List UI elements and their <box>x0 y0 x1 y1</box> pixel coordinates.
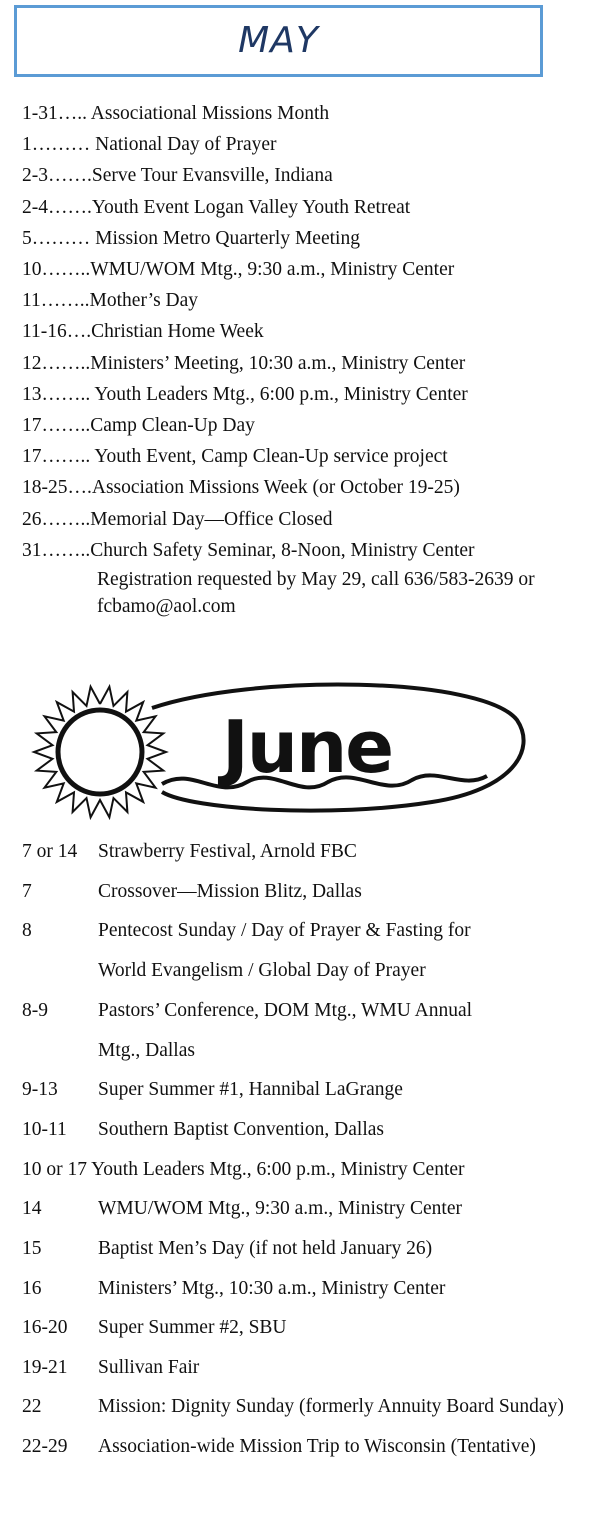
june-event <box>22 1110 582 1150</box>
june-event-date: 16 <box>22 1277 42 1299</box>
june-event <box>22 1269 582 1309</box>
june-event-text: Pastors’ Conference, DOM Mtg., WMU Annual <box>98 999 473 1021</box>
may-event: 11-16….Christian Home Week <box>22 321 264 343</box>
june-event-date: 15 <box>22 1238 42 1260</box>
june-event <box>22 832 582 872</box>
june-event-date: 10-11 <box>22 1118 67 1140</box>
june-event-text: Pentecost Sunday / Day of Prayer & Fasting for <box>98 920 471 942</box>
june-event-text: Baptist Men’s Day (if not held January 26) <box>98 1238 433 1260</box>
may-event: 1……… National Day of Prayer <box>22 134 277 156</box>
june-title: June <box>222 705 393 789</box>
june-event-text: Super Summer #2, SBU <box>98 1317 287 1339</box>
june-event-continuation: World Evangelism / Global Day of Prayer <box>98 960 426 982</box>
may-event: 2-4…….Youth Event Logan Valley Youth Retreat <box>22 196 411 218</box>
june-event-date: 9-13 <box>22 1079 58 1101</box>
may-event: 10……..WMU/WOM Mtg., 9:30 a.m., Ministry Center <box>22 259 455 281</box>
may-header-box <box>14 5 543 77</box>
may-event: 31……..Church Safety Seminar, 8-Noon, Ministry Center <box>22 539 475 561</box>
may-events-list <box>22 98 582 620</box>
june-event-date: 7 or 14 <box>22 841 78 862</box>
may-title: MAY <box>238 19 319 61</box>
registration-note: Registration requested by May 29, call 636/583-2639 or fcbamo@aol.com <box>97 569 535 618</box>
may-event: 12……..Ministers’ Meeting, 10:30 a.m., Ministry Center <box>22 352 466 374</box>
june-event-date: 7 <box>22 880 32 902</box>
june-event-date: 8-9 <box>22 999 48 1021</box>
may-event: 18-25….Association Missions Week (or October 19-25) <box>22 477 460 499</box>
june-banner <box>12 680 532 820</box>
may-event: 11……..Mother’s Day <box>22 290 199 312</box>
may-event: 2-3…….Serve Tour Evansville, Indiana <box>22 165 333 187</box>
june-event-date: 8 <box>22 920 32 942</box>
june-event <box>22 1150 582 1190</box>
june-event <box>22 1428 582 1468</box>
june-event <box>22 1388 582 1428</box>
june-event <box>22 1189 582 1229</box>
june-event-text: Crossover—Mission Blitz, Dallas <box>98 880 362 902</box>
june-event-date: 14 <box>22 1198 42 1220</box>
sun-icon <box>34 687 166 818</box>
june-event-date: 22-29 <box>22 1435 68 1457</box>
june-event-text: Sullivan Fair <box>98 1357 200 1379</box>
may-event: 17…….. Youth Event, Camp Clean-Up service project <box>22 446 448 468</box>
may-event: 17……..Camp Clean-Up Day <box>22 415 255 437</box>
june-event-date: 22 <box>22 1395 42 1417</box>
june-event <box>22 872 582 912</box>
june-event <box>22 991 582 1031</box>
june-event-date: 16-20 <box>22 1317 68 1339</box>
june-event-continuation: Mtg., Dallas <box>98 1039 195 1061</box>
june-event <box>22 1070 582 1110</box>
june-event-text: WMU/WOM Mtg., 9:30 a.m., Ministry Center <box>98 1198 462 1220</box>
june-event <box>22 1348 582 1388</box>
june-event-text: 10 or 17 Youth Leaders Mtg., 6:00 p.m., Ministry Center <box>22 1158 465 1180</box>
may-event: 1-31….. Associational Missions Month <box>22 103 330 124</box>
june-event <box>22 1308 582 1348</box>
june-event-date: 19-21 <box>22 1357 68 1379</box>
june-event <box>22 1229 582 1269</box>
june-event-text: Association-wide Mission Trip to Wisconsin (Tentative) <box>98 1435 536 1457</box>
june-event <box>22 911 582 951</box>
june-event-text: Super Summer #1, Hannibal LaGrange <box>98 1079 403 1101</box>
june-event-text: Mission: Dignity Sunday (formerly Annuity Board Sunday) <box>98 1395 564 1417</box>
june-event-text: Southern Baptist Convention, Dallas <box>98 1118 384 1140</box>
may-event: 26……..Memorial Day—Office Closed <box>22 508 333 530</box>
may-event: 13…….. Youth Leaders Mtg., 6:00 p.m., Ministry Center <box>22 383 468 405</box>
june-event-text: Strawberry Festival, Arnold FBC <box>98 841 357 862</box>
june-event-text: Ministers’ Mtg., 10:30 a.m., Ministry Center <box>98 1277 446 1299</box>
june-events-list <box>22 832 582 1468</box>
may-event: 5……… Mission Metro Quarterly Meeting <box>22 227 360 249</box>
